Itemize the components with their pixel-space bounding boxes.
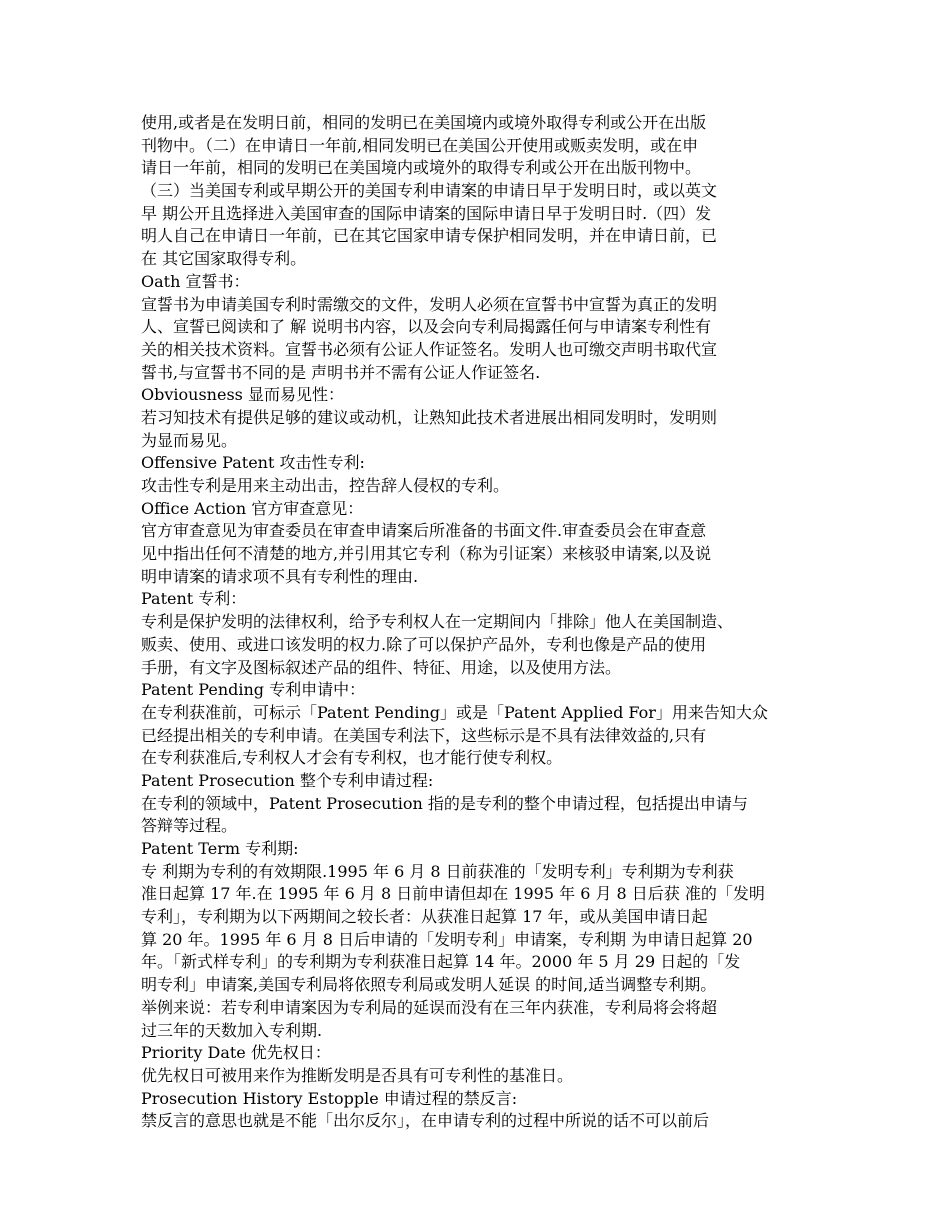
text-line: Patent Term 专利期:	[141, 839, 299, 858]
text-line: Patent Prosecution 整个专利申请过程:	[141, 770, 434, 790]
text-line: 刊物中。（二）在申请日一年前,相同发明已在美国公开使用或贩卖发明，或在申	[141, 135, 699, 155]
text-line: Office Action 官方审查意见：	[141, 498, 364, 518]
text-line: 明申请案的请求项不具有专利性的理由.	[141, 566, 419, 586]
text-line: Prosecution History Estopple 申请过程的禁反言:	[141, 1088, 518, 1108]
text-line: 专利」，专利期为以下两期间之较长者：从获准日起算 17 年，或从美国申请日起	[141, 907, 708, 927]
document-body	[141, 112, 831, 1133]
text-line: Patent Pending 专利申请中：	[141, 680, 366, 700]
text-line: 优先权日可被用来作为推断发明是否具有可专利性的基准日。	[141, 1065, 574, 1085]
text-line: 贩卖、使用、或进口该发明的权力.除了可以保护产品外，专利也像是产品的使用	[141, 634, 707, 654]
text-line: 明人自己在申请日一年前，已在其它国家申请专保护相同发明，并在申请日前，已	[141, 226, 718, 246]
text-line: 人、宣誓已阅读和了 解 说明书内容，以及会向专利局揭露任何与申请案专利性有	[141, 317, 712, 337]
text-line: 举例来说：若专利申请案因为专利局的延误而没有在三年内获准，专利局将会将超	[141, 997, 718, 1017]
text-line: 专利是保护发明的法律权利，给予专利权人在一定期间内「排除」他人在美国制造、	[141, 612, 734, 632]
text-line: 算 20 年。1995 年 6 月 8 日后申请的「发明专利」申请案，专利期 为申请日起算 20	[141, 929, 753, 949]
text-line: 官方审查意见为审查委员在审查申请案后所准备的书面文件.审查委员会在审查意	[141, 521, 707, 541]
text-line: 为显而易见。	[141, 430, 238, 450]
text-line: 攻击性专利是用来主动出击，控告辞人侵权的专利。	[141, 476, 510, 495]
text-line: Oath 宣誓书：	[141, 271, 250, 291]
text-line: 明专利」申请案,美国专利局将依照专利局或发明人延误 的时间,适当调整专利期。	[141, 975, 717, 995]
text-line: 在专利获准后,专利权人才会有专利权，也才能行使专利权。	[141, 748, 563, 768]
text-line: 年。「新式样专利」的专利期为专利获准日起算 14 年。2000 年 5 月 29 日起的「发	[141, 952, 741, 972]
text-line: 准日起算 17 年.在 1995 年 6 月 8 日前申请但却在 1995 年 6 月 8 日后获 准的「发明	[141, 884, 765, 904]
text-line: 早 期公开且选择进入美国审查的国际申请案的国际申请日早于发明日时.（四）发	[141, 203, 712, 223]
text-line: Patent 专利：	[141, 589, 247, 609]
text-line: 在专利获准前，可标示「Patent Pending」或是「Patent Applied For」用来告知大众	[141, 702, 768, 722]
text-line: 誓书,与宣誓书不同的是 声明书并不需有公证人作证签名.	[141, 362, 541, 382]
text-line: 若习知技术有提供足够的建议或动机，让熟知此技术者进展出相同发明时，发明则	[141, 407, 718, 427]
text-line: 见中指出任何不清楚的地方,并引用其它专利（称为引证案）来核驳申请案,以及说	[141, 544, 712, 564]
text-line: 请日一年前，相同的发明已在美国境内或境外的取得专利或公开在出版刊物中。	[141, 158, 702, 178]
text-line: 禁反言的意思也就是不能「出尔反尔」，在申请专利的过程中所说的话不可以前后	[141, 1111, 710, 1131]
text-line: Offensive Patent 攻击性专利:	[141, 453, 365, 473]
text-line: （三）当美国专利或早期公开的美国专利申请案的申请日早于发明日时，或以英文	[141, 181, 718, 201]
text-line: 使用,或者是在发明日前，相同的发明已在美国境内或境外取得专利或公开在出版	[141, 113, 707, 132]
text-line: Obviousness 显而易见性：	[141, 385, 344, 405]
text-line: 答辩等过程。	[141, 816, 238, 836]
text-line: 在 其它国家取得专利。	[141, 249, 307, 269]
text-line: 专 利期为专利的有效期限.1995 年 6 月 8 日前获准的「发明专利」专利期为专利获	[141, 861, 734, 881]
text-line: 已经提出相关的专利申请。在美国专利法下，这些标示是不具有法律效益的,只有	[141, 725, 707, 745]
text-line: Priority Date 优先权日：	[141, 1043, 331, 1063]
text-line: 过三年的天数加入专利期.	[141, 1020, 323, 1040]
text-line: 手册，有文字及图标叙述产品的组件、特征、用途，以及使用方法。	[141, 657, 622, 677]
text-line: 关的相关技术资料。宣誓书必须有公证人作证签名。发明人也可缴交声明书取代宣	[141, 339, 718, 359]
text-line: 宣誓书为申请美国专利时需缴交的文件，发明人必须在宣誓书中宣誓为真正的发明	[141, 294, 718, 314]
text-line: 在专利的领域中，Patent Prosecution 指的是专利的整个申请过程，包括提出申请与	[141, 793, 748, 813]
